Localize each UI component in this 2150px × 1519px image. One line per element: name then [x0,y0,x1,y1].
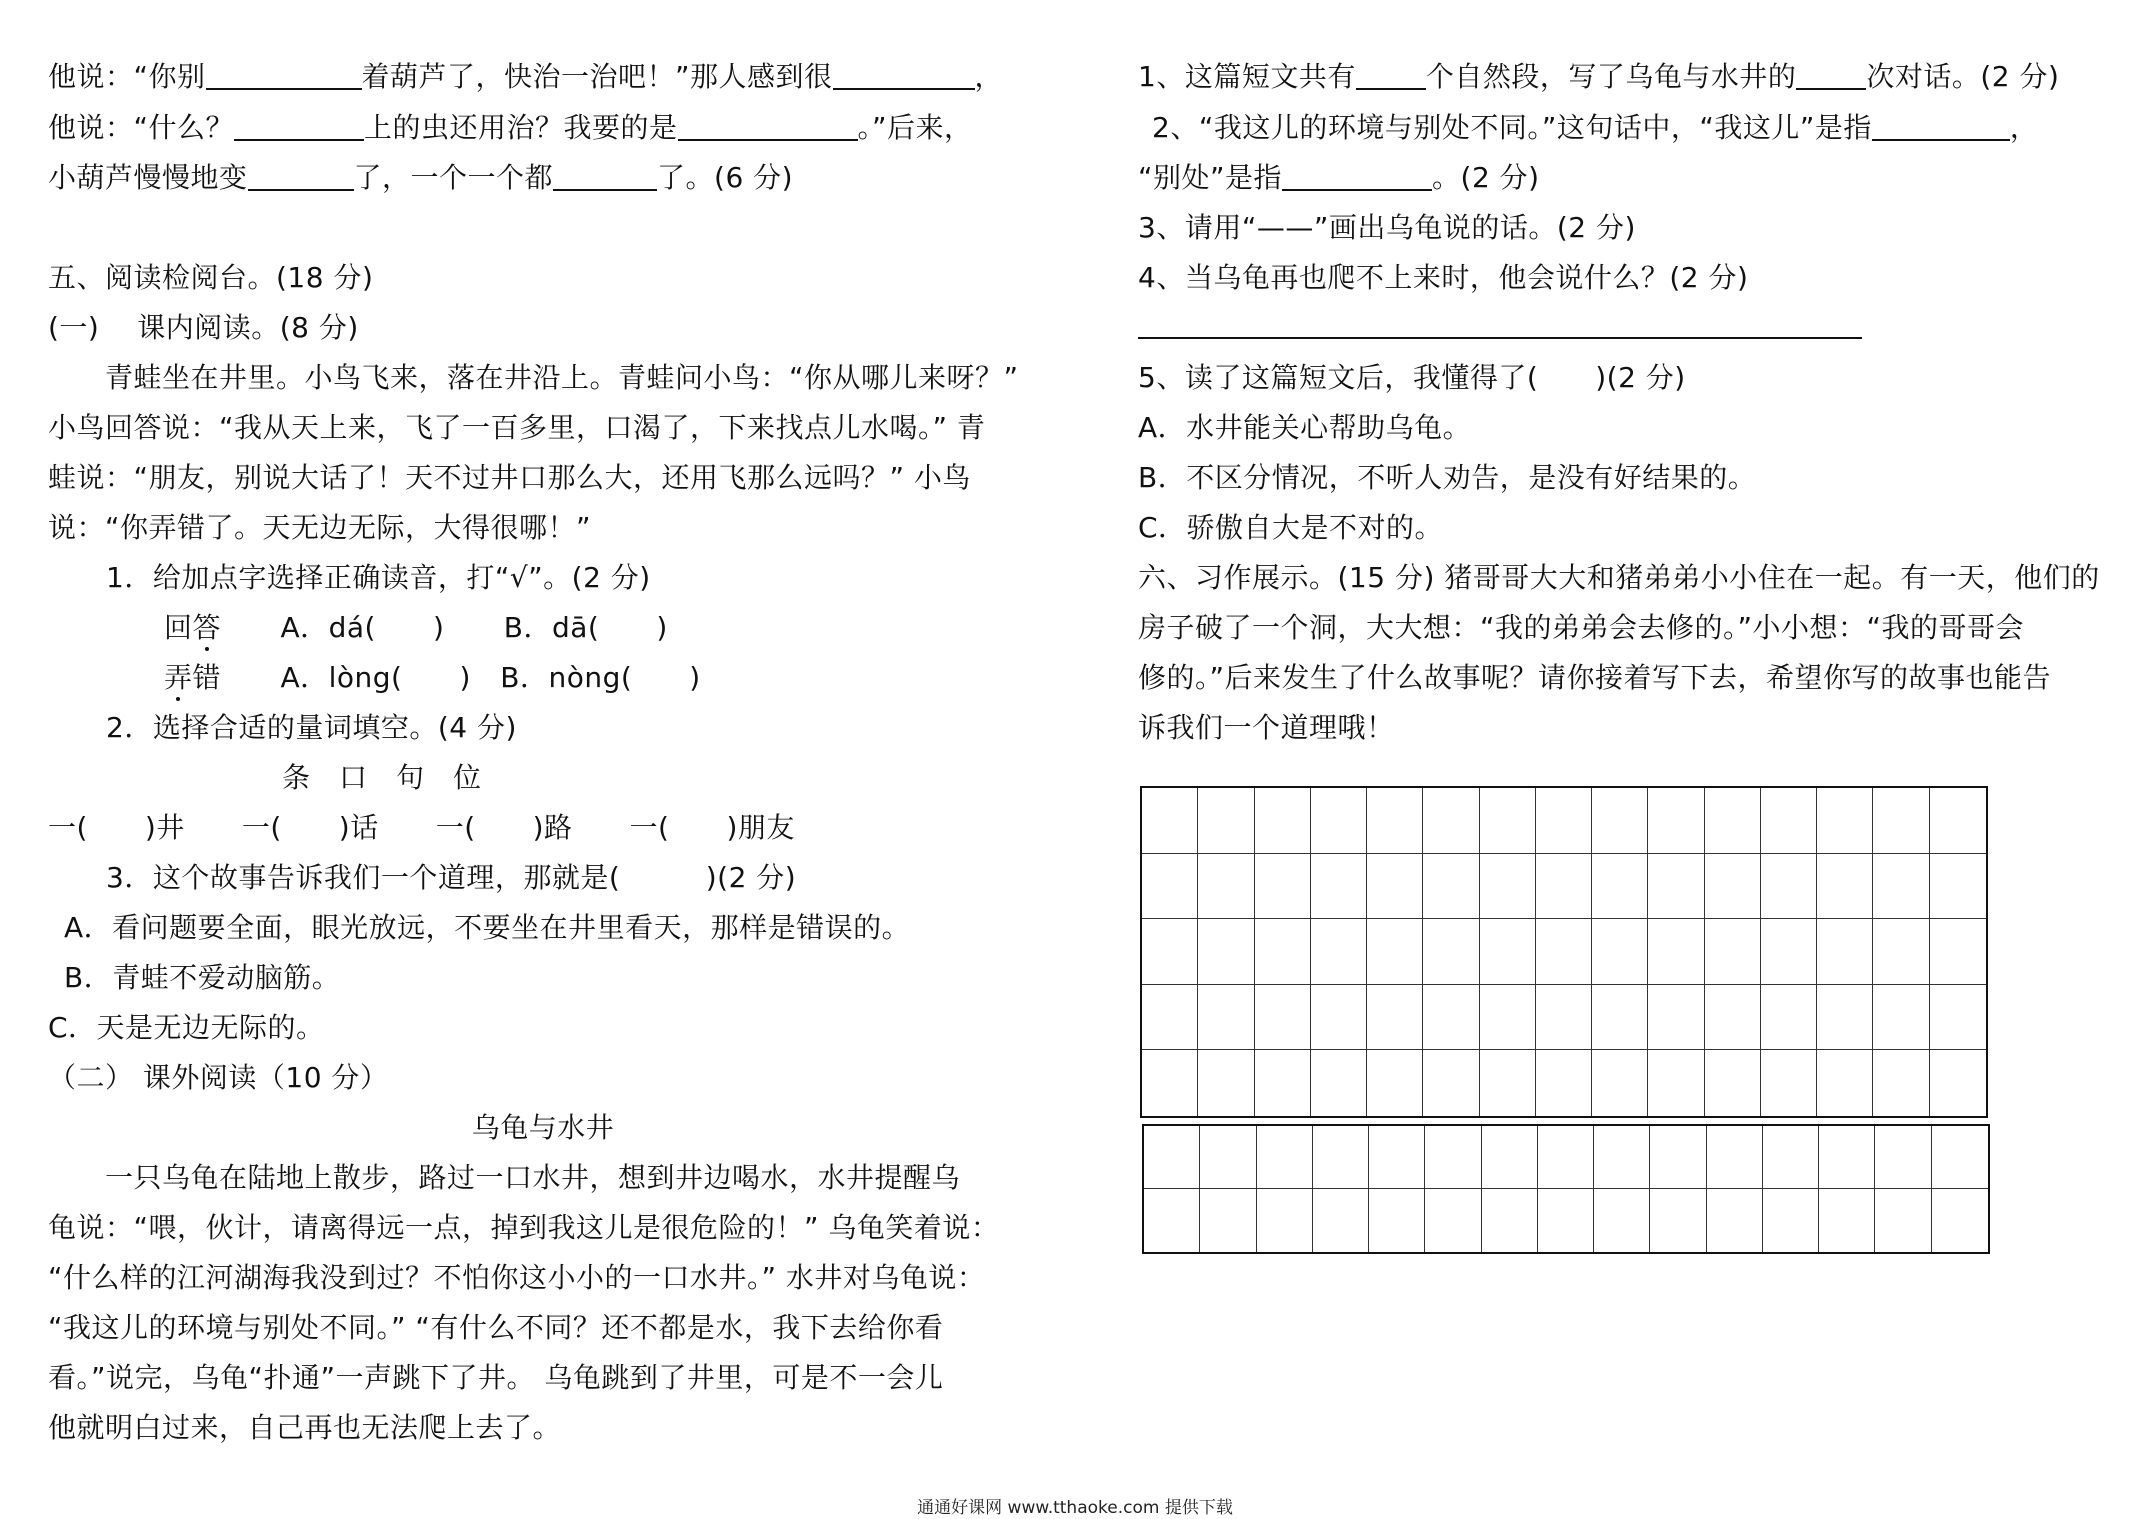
grid-cell[interactable] [1311,788,1367,854]
fill-blank[interactable] [1356,58,1426,90]
question-1: 1．给加点字选择正确读音，打“√”。(2 分) [106,561,651,594]
grid-cell[interactable] [1482,1189,1538,1252]
fill-blank[interactable] [248,159,354,191]
passage-2-line: 看。”说完，乌龟“扑通”一声跳下了井。 乌龟跳到了井里，可是不一会儿 [48,1361,944,1394]
grid-cell[interactable] [1705,985,1761,1051]
grid-cell[interactable] [1367,788,1423,854]
grid-cell[interactable] [1311,919,1367,985]
grid-cell[interactable] [1367,1050,1423,1116]
right-question-2-cont: “别处”是指 。(2 分) [1138,161,1540,194]
grid-cell[interactable] [1255,1050,1311,1116]
story-line-1: 他说：“你别 着葫芦了，快治一治吧！”那人感到很 ， [48,60,1004,93]
passage-2-line: “什么样的江河湖海我没到过？不怕你这小小的一口水井。” 水井对乌龟说： [48,1261,986,1294]
grid-cell[interactable] [1255,985,1311,1051]
grid-cell[interactable] [1761,854,1817,920]
section-5-title: 五、阅读检阅台。(18 分) [48,261,374,294]
grid-cell[interactable] [1592,788,1648,854]
grid-cell[interactable] [1367,854,1423,920]
grid-cell[interactable] [1536,1050,1592,1116]
grid-cell[interactable] [1200,1126,1256,1189]
option-b[interactable]: B．dā( ) [503,611,668,644]
option-b[interactable]: B．青蛙不爱动脑筋。 [64,961,341,994]
grid-cell[interactable] [1817,854,1873,920]
passage-2-title: 乌龟与水井 [471,1111,615,1144]
grid-cell[interactable] [1592,919,1648,985]
grid-cell[interactable] [1198,854,1254,920]
grid-cell[interactable] [1707,1189,1763,1252]
grid-cell[interactable] [1142,788,1198,854]
grid-cell[interactable] [1932,1189,1988,1252]
grid-cell[interactable] [1536,788,1592,854]
grid-cell[interactable] [1819,1126,1875,1189]
option-c[interactable]: C．骄傲自大是不对的。 [1138,511,1444,544]
grid-cell[interactable] [1538,1126,1594,1189]
grid-cell[interactable] [1705,919,1761,985]
option-a[interactable]: A．水井能关心帮助乌龟。 [1138,411,1472,444]
grid-cell[interactable] [1144,1189,1200,1252]
right-question-4: 4、当乌龟再也爬不上来时，他会说什么？(2 分) [1138,261,1749,294]
grid-cell[interactable] [1875,1126,1931,1189]
grid-cell[interactable] [1763,1189,1819,1252]
grid-cell[interactable] [1930,985,1986,1051]
grid-cell[interactable] [1311,854,1367,920]
grid-cell[interactable] [1257,1126,1313,1189]
grid-cell[interactable] [1761,919,1817,985]
grid-cell[interactable] [1480,985,1536,1051]
grid-cell[interactable] [1592,985,1648,1051]
grid-cell[interactable] [1705,1050,1761,1116]
grid-cell[interactable] [1873,919,1929,985]
grid-cell[interactable] [1930,788,1986,854]
grid-cell[interactable] [1142,854,1198,920]
grid-cell[interactable] [1367,985,1423,1051]
section-6-line: 诉我们一个道理哦！ [1138,711,1395,744]
pinyin-row-1: 回答 A．dá( ) B．dā( ) [164,611,668,644]
section-6-line: 房子破了一个洞，大大想：“我的弟弟会去修的。”小小想：“我的哥哥会 [1138,611,2025,644]
grid-cell[interactable] [1369,1189,1425,1252]
grid-cell[interactable] [1538,1189,1594,1252]
fill-blank[interactable] [206,58,362,90]
grid-cell[interactable] [1482,1126,1538,1189]
grid-cell[interactable] [1480,1050,1536,1116]
grid-cell[interactable] [1142,985,1198,1051]
section-6-line: 六、习作展示。(15 分) 猪哥哥大大和猪弟弟小小住在一起。有一天，他们的 [1138,561,2100,594]
grid-cell[interactable] [1536,854,1592,920]
pinyin-row-2: 弄错 A．lòng( ) B．nòng( ) [164,661,701,694]
grid-cell[interactable] [1198,919,1254,985]
grid-cell[interactable] [1423,1050,1479,1116]
grid-cell[interactable] [1313,1189,1369,1252]
grid-cell[interactable] [1423,919,1479,985]
grid-cell[interactable] [1311,985,1367,1051]
answer-line[interactable] [1138,306,1862,346]
grid-cell[interactable] [1648,1050,1704,1116]
fill-blank[interactable] [553,159,657,191]
passage-1-line: 小鸟回答说：“我从天上来，飞了一百多里，口渴了，下来找点儿水喝。” 青 [48,411,986,444]
grid-cell[interactable] [1817,1050,1873,1116]
grid-cell[interactable] [1423,788,1479,854]
fill-blank[interactable] [678,109,858,141]
grid-cell[interactable] [1480,854,1536,920]
grid-cell[interactable] [1873,1050,1929,1116]
right-question-5: 5、读了这篇短文后，我懂得了( )(2 分) [1138,361,1686,394]
passage-1-line: 蛙说：“朋友，别说大话了！天不过井口那么大，还用飞那么远吗？” 小鸟 [48,461,971,494]
option-b[interactable]: B．nòng( ) [500,661,701,694]
fill-blank[interactable] [1872,109,2010,141]
grid-cell[interactable] [1932,1126,1988,1189]
grid-cell[interactable] [1423,854,1479,920]
story-line-3: 小葫芦慢慢地变 了，一个一个都 了。(6 分) [48,161,794,194]
grid-cell[interactable] [1873,788,1929,854]
option-a[interactable]: A．lòng( ) [280,661,471,694]
grid-cell[interactable] [1817,919,1873,985]
grid-cell[interactable] [1875,1189,1931,1252]
grid-cell[interactable] [1707,1126,1763,1189]
passage-2-line: “我这儿的环境与别处不同。” “有什么不同？还不都是水，我下去给你看 [48,1311,944,1344]
grid-cell[interactable] [1594,1126,1650,1189]
option-c[interactable]: C．天是无边无际的。 [48,1011,325,1044]
right-question-2: 2、“我这儿的环境与别处不同。”这句话中，“我这儿”是指 ， [1152,111,2039,144]
grid-cell[interactable] [1819,1189,1875,1252]
part-2-title: （二） 课外阅读（10 分） [48,1061,389,1094]
right-question-3: 3、请用“——”画出乌龟说的话。(2 分) [1138,211,1636,244]
passage-2-line: 龟说：“喂，伙计，请离得远一点，掉到我这儿是很危险的！” 乌龟笑着说： [48,1211,1000,1244]
grid-cell[interactable] [1257,1189,1313,1252]
writing-grid[interactable] [1140,786,1988,1118]
fill-blank[interactable] [833,58,975,90]
measure-fill-row[interactable]: 一( )井 一( )话 一( )路 一( )朋友 [48,811,795,844]
grid-cell[interactable] [1650,1189,1706,1252]
grid-cell[interactable] [1817,788,1873,854]
grid-cell[interactable] [1313,1126,1369,1189]
grid-cell[interactable] [1648,854,1704,920]
grid-cell[interactable] [1200,1189,1256,1252]
grid-cell[interactable] [1592,1050,1648,1116]
passage-2-line: 他就明白过来，自己再也无法爬上去了。 [48,1411,562,1444]
writing-grid[interactable] [1142,1124,1990,1254]
grid-cell[interactable] [1873,985,1929,1051]
grid-cell[interactable] [1930,854,1986,920]
grid-cell[interactable] [1650,1126,1706,1189]
grid-cell[interactable] [1648,919,1704,985]
grid-cell[interactable] [1817,985,1873,1051]
grid-cell[interactable] [1311,1050,1367,1116]
footer-credit: 通通好课网 www.tthaoke.com 提供下载 [917,1498,1233,1518]
grid-cell[interactable] [1198,1050,1254,1116]
grid-cell[interactable] [1536,985,1592,1051]
right-question-1: 1、这篇短文共有 个自然段，写了乌龟与水井的 次对话。(2 分) [1138,60,2060,93]
grid-cell[interactable] [1648,788,1704,854]
option-a[interactable]: A．看问题要全面，眼光放远，不要坐在井里看天，那样是错误的。 [64,911,911,944]
grid-cell[interactable] [1648,985,1704,1051]
fill-blank[interactable] [1282,159,1432,191]
dotted-char: 弄 [164,661,193,694]
grid-cell[interactable] [1198,985,1254,1051]
option-b[interactable]: B．不区分情况，不听人劝告，是没有好结果的。 [1138,461,1757,494]
grid-cell[interactable] [1367,919,1423,985]
grid-cell[interactable] [1142,919,1198,985]
grid-cell[interactable] [1705,788,1761,854]
grid-cell[interactable] [1144,1126,1200,1189]
grid-cell[interactable] [1761,985,1817,1051]
dotted-char: 答 [192,611,222,644]
option-a[interactable]: A．dá( ) [280,611,445,644]
grid-cell[interactable] [1930,919,1986,985]
grid-cell[interactable] [1480,788,1536,854]
grid-cell[interactable] [1425,1189,1481,1252]
measure-words: 条 口 句 位 [282,761,482,794]
question-2: 2．选择合适的量词填空。(4 分) [106,711,517,744]
passage-2-line: 一只乌龟在陆地上散步，路过一口水井，想到井边喝水，水井提醒乌 [48,1161,961,1194]
section-6-line: 修的。”后来发生了什么故事呢？请你接着写下去，希望你写的故事也能告 [1138,661,2052,694]
grid-cell[interactable] [1255,919,1311,985]
grid-cell[interactable] [1255,788,1311,854]
passage-1-line: 青蛙坐在井里。小鸟飞来，落在井沿上。青蛙问小鸟：“你从哪儿来呀？” [48,361,1019,394]
grid-cell[interactable] [1873,854,1929,920]
grid-cell[interactable] [1255,854,1311,920]
question-3: 3．这个故事告诉我们一个道理，那就是( )(2 分) [106,861,797,894]
grid-cell[interactable] [1930,1050,1986,1116]
grid-cell[interactable] [1763,1126,1819,1189]
grid-cell[interactable] [1198,788,1254,854]
grid-cell[interactable] [1761,788,1817,854]
story-line-2: 他说：“什么？ 上的虫还用治？我要的是 。”后来， [48,111,973,144]
fill-blank[interactable] [234,109,364,141]
grid-cell[interactable] [1480,919,1536,985]
grid-cell[interactable] [1423,985,1479,1051]
part-1-title: (一) 课内阅读。(8 分) [48,311,359,344]
grid-cell[interactable] [1369,1126,1425,1189]
grid-cell[interactable] [1142,1050,1198,1116]
fill-blank[interactable] [1796,58,1866,90]
passage-1-line: 说：“你弄错了。天无边无际，大得很哪！” [48,511,592,544]
grid-cell[interactable] [1594,1189,1650,1252]
grid-cell[interactable] [1425,1126,1481,1189]
grid-cell[interactable] [1536,919,1592,985]
grid-cell[interactable] [1761,1050,1817,1116]
grid-cell[interactable] [1592,854,1648,920]
grid-cell[interactable] [1705,854,1761,920]
